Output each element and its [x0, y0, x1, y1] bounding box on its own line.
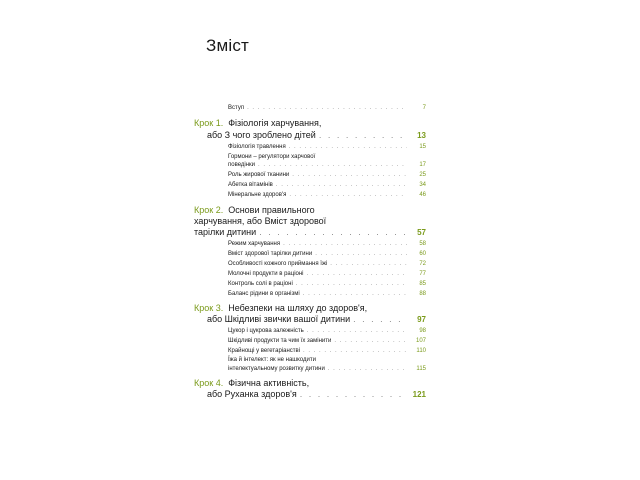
leader-dots	[289, 191, 407, 199]
toc-entry-page: 98	[419, 328, 426, 334]
toc-entry	[228, 327, 426, 335]
step-heading	[194, 205, 315, 216]
step-heading-last-line	[207, 389, 426, 400]
step-title-line: Фізіологія харчування,	[228, 118, 322, 128]
step-number: Крок 2.	[194, 205, 224, 215]
leader-dots	[258, 161, 407, 169]
leader-dots	[303, 347, 407, 355]
step-heading-last-line	[207, 130, 426, 141]
toc-entry-page: 115	[416, 366, 426, 372]
toc-entry-intro	[228, 104, 426, 112]
leader-dots	[259, 227, 407, 238]
leader-dots	[328, 365, 407, 373]
toc-entry	[228, 260, 426, 268]
step-title-line: харчування, або Вміст здорової	[194, 216, 327, 226]
toc-entry	[228, 161, 426, 169]
toc-entry-label: Абетка вітамінів	[228, 182, 273, 188]
toc-entry-label: Молочні продукти в раціоні	[228, 271, 304, 277]
toc-entry	[228, 280, 426, 288]
toc-entry-page: 7	[422, 105, 426, 111]
toc-entry	[228, 250, 426, 258]
toc-entry	[228, 337, 426, 345]
leader-dots	[307, 270, 407, 278]
step-title-line: Основи правильного	[228, 205, 315, 215]
toc-entry	[228, 270, 426, 278]
leader-dots	[289, 143, 407, 151]
leader-dots	[292, 171, 407, 179]
toc-entry-page: 58	[419, 241, 426, 247]
leader-dots	[330, 260, 407, 268]
toc-entry-label: Вміст здорової тарілки дитини	[228, 251, 313, 257]
toc-entry-label: Цукор і цукрова залежність	[228, 328, 304, 334]
toc-entry-page: 15	[419, 144, 426, 150]
step-heading-last-line	[194, 227, 426, 238]
toc-entry	[228, 347, 426, 355]
step-page: 97	[417, 315, 426, 324]
leader-dots	[334, 337, 407, 345]
toc-entry-line	[228, 356, 316, 364]
toc-entry-page: 46	[419, 192, 426, 198]
leader-dots	[300, 389, 407, 400]
step-page: 57	[417, 228, 426, 237]
toc-entry	[228, 143, 426, 151]
step-heading	[194, 378, 309, 389]
page-title: Зміст	[206, 36, 250, 55]
leader-dots	[319, 130, 407, 141]
toc-entry-page: 72	[419, 261, 426, 267]
toc-entry-line	[228, 153, 315, 161]
step-title-line: Небезпеки на шляху до здоров'я,	[228, 303, 368, 313]
leader-dots	[283, 240, 407, 248]
step-title-line: Фізична активність,	[228, 378, 310, 388]
leader-dots	[276, 181, 407, 189]
toc-entry-label: Особливості кожного приймання їжі	[228, 261, 328, 267]
leader-dots	[307, 327, 407, 335]
step-number: Крок 4.	[194, 378, 224, 388]
toc-entry-page: 107	[415, 338, 426, 344]
toc-entry-label: Фізіологія травлення	[228, 144, 286, 150]
step-page: 121	[412, 390, 426, 399]
toc-entry-label: Крайнощі у вегетаріанстві	[228, 348, 301, 354]
leader-dots	[353, 314, 407, 325]
toc-entry-label: Роль жирової тканини	[228, 172, 290, 178]
step-page: 13	[417, 131, 426, 140]
toc-entry	[228, 181, 426, 189]
leader-dots	[296, 280, 407, 288]
toc-entry	[228, 290, 426, 298]
toc-entry-page: 85	[419, 281, 426, 287]
toc-entry-page: 110	[416, 348, 426, 354]
toc-entry-label: Їжа й інтелект: як не нашкодити	[228, 357, 316, 363]
leader-dots	[247, 104, 407, 112]
toc-entry-page: 88	[419, 291, 426, 297]
step-heading	[194, 303, 367, 314]
toc-entry	[228, 240, 426, 248]
toc-entry-label: Баланс рідини в організмі	[228, 291, 300, 297]
toc-entry-label: інтелектуальному розвитку дитини	[228, 366, 325, 372]
step-heading-last-line	[207, 314, 426, 325]
toc-entry-page: 25	[419, 172, 426, 178]
step-heading	[194, 118, 321, 129]
toc-entry-label: Вступ	[228, 105, 245, 111]
toc-entry-label: поведінки	[228, 162, 256, 168]
toc-entry-page: 17	[419, 162, 426, 168]
toc-entry	[228, 171, 426, 179]
toc-entry	[228, 191, 426, 199]
step-title-line: або З чого зроблено дітей	[207, 130, 316, 140]
toc-entry-label: Шкідливі продукти та чим їх замінити	[228, 338, 332, 344]
toc-entry-page: 77	[419, 271, 426, 277]
step-title-line: або Шкідливі звички вашої дитини	[207, 314, 351, 324]
step-heading-line	[194, 216, 326, 227]
step-number: Крок 3.	[194, 303, 224, 313]
step-number: Крок 1.	[194, 118, 224, 128]
leader-dots	[303, 290, 407, 298]
toc-entry-label: Гормони – регулятори харчової	[228, 154, 316, 160]
toc-entry-page: 34	[419, 182, 426, 188]
toc-entry	[228, 365, 426, 373]
toc-entry-label: Контроль солі в раціоні	[228, 281, 293, 287]
toc-entry-label: Режим харчування	[228, 241, 281, 247]
leader-dots	[315, 250, 407, 258]
step-title-line: або Руханка здоров'я	[207, 389, 297, 399]
step-title-line: тарілки дитини	[194, 227, 257, 237]
toc-entry-page: 60	[419, 251, 426, 257]
toc-entry-label: Мінеральне здоров'я	[228, 192, 287, 198]
